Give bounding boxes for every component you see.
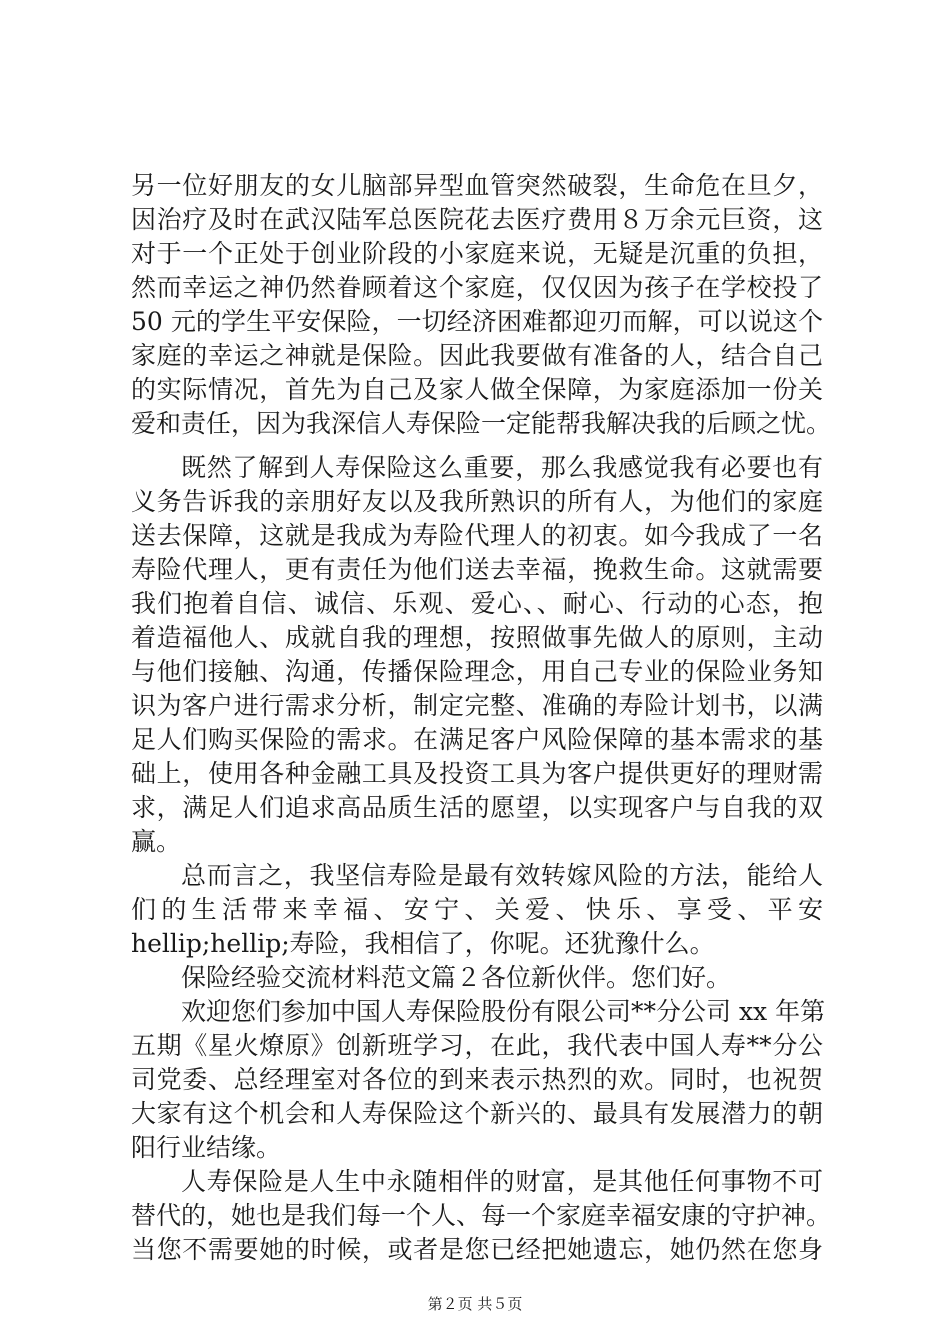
text-line: 阳行业结缘。 — [131, 1133, 282, 1162]
text-line: 既然了解到人寿保险这么重要，那么我感觉我有必要也有 — [181, 453, 823, 482]
text-line: 我们抱着自信、诚信、乐观、爱心、、耐心、行动的心态，抱 — [131, 589, 823, 618]
text-line: 与他们接触、沟通，传播保险理念，用自己专业的保险业务知 — [131, 657, 823, 686]
text-line: 人寿保险是人生中永随相伴的财富，是其他任何事物不可 — [181, 1167, 823, 1196]
text-line: 爱和责任，因为我深信人寿保险一定能帮我解决我的后顾之忧。 — [131, 409, 832, 438]
text-line: 然而幸运之神仍然眷顾着这个家庭，仅仅因为孩子在学校投了 — [131, 273, 823, 302]
text-line: 识为客户进行需求分析，制定完整、准确的寿险计划书，以满 — [131, 691, 823, 720]
text-line: 对于一个正处于创业阶段的小家庭来说，无疑是沉重的负担， — [131, 239, 823, 268]
text-line: 送去保障，这就是我成为寿险代理人的初衷。如今我成了一名 — [131, 521, 823, 550]
text-line: 司党委、总经理室对各位的到来表示热烈的欢。同时，也祝贺 — [131, 1065, 823, 1094]
text-line: 着造福他人、成就自我的理想，按照做事先做人的原则，主动 — [131, 623, 823, 652]
text-line: 们的生活带来幸福、安宁、关爱、快乐、享受、平安 — [131, 895, 823, 924]
text-line: 大家有这个机会和人寿保险这个新兴的、最具有发展潜力的朝 — [131, 1099, 823, 1128]
text-line: 当您不需要她的时候，或者是您已经把她遗忘，她仍然在您身 — [131, 1235, 823, 1264]
page-number-footer: 第２页 共５页 — [427, 1295, 523, 1313]
text-line: 因治疗及时在武汉陆军总医院花去医疗费用８万余元巨资，这 — [131, 205, 823, 234]
text-line: 足人们购买保险的需求。在满足客户风险保障的基本需求的基 — [131, 725, 823, 754]
text-line: 家庭的幸运之神就是保险。因此我要做有准备的人，结合自己 — [131, 341, 823, 370]
text-line: 础上，使用各种金融工具及投资工具为客户提供更好的理财需 — [131, 759, 823, 788]
text-line: 义务告诉我的亲朋好友以及我所熟识的所有人，为他们的家庭 — [131, 487, 823, 516]
text-line: 另一位好朋友的女儿脑部异型血管突然破裂，生命危在旦夕， — [131, 171, 823, 200]
text-line: 保险经验交流材料范文篇２各位新伙伴。您们好。 — [181, 963, 732, 992]
text-line: 替代的，她也是我们每一个人、每一个家庭幸福安康的守护神。 — [131, 1201, 832, 1230]
text-line: hellip;hellip;寿险，我相信了，你呢。还犹豫什么。 — [131, 929, 715, 958]
text-line: 求，满足人们追求高品质生活的愿望，以实现客户与自我的双 — [131, 793, 823, 822]
text-line: 寿险代理人，更有责任为他们送去幸福，挽救生命。这就需要 — [131, 555, 823, 584]
text-line: 50 元的学生平安保险，一切经济困难都迎刃而解，可以说这个 — [131, 307, 823, 336]
text-line: 总而言之，我坚信寿险是最有效转嫁风险的方法，能给人 — [181, 861, 823, 890]
text-line: 的实际情况，首先为自己及家人做全保障，为家庭添加一份关 — [131, 375, 823, 404]
text-line: 五期《星火燎原》创新班学习，在此，我代表中国人寿**分公 — [131, 1031, 823, 1060]
text-line: 欢迎您们参加中国人寿保险股份有限公司**分公司 xx 年第 — [181, 997, 826, 1026]
text-line: 赢。 — [131, 827, 182, 856]
